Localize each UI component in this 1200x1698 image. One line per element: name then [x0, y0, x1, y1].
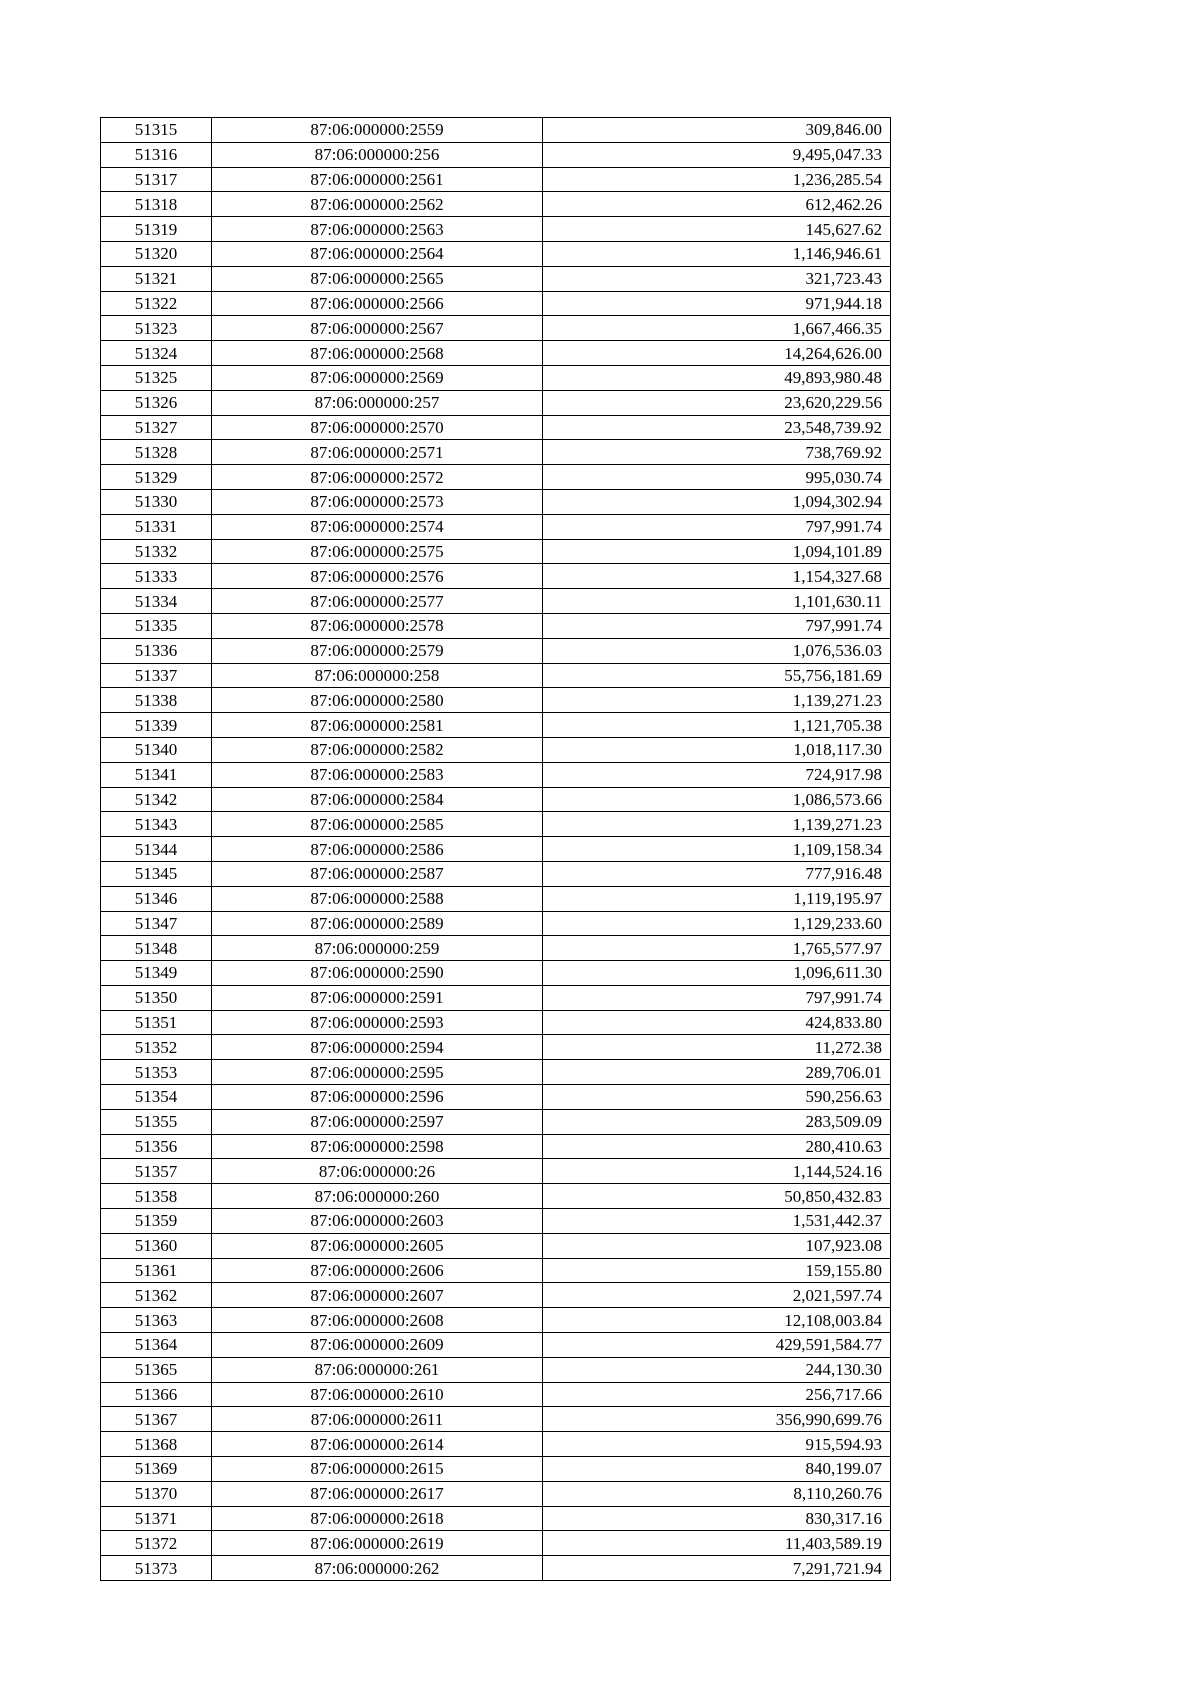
cadastral-number-cell: 87:06:000000:2582 — [212, 737, 543, 762]
row-id-cell: 51365 — [101, 1357, 212, 1382]
row-id-cell: 51363 — [101, 1308, 212, 1333]
cadastral-number-cell: 87:06:000000:258 — [212, 663, 543, 688]
row-id-cell: 51364 — [101, 1333, 212, 1358]
table-row — [101, 1184, 891, 1209]
value-cell: 1,146,946.61 — [543, 241, 891, 266]
cadastral-number-cell: 87:06:000000:2581 — [212, 713, 543, 738]
table-row — [101, 985, 891, 1010]
row-id-cell: 51358 — [101, 1184, 212, 1209]
row-id-cell: 51323 — [101, 316, 212, 341]
row-id-cell: 51332 — [101, 539, 212, 564]
row-id-cell: 51345 — [101, 861, 212, 886]
table-row — [101, 266, 891, 291]
value-cell: 11,272.38 — [543, 1035, 891, 1060]
table-row — [101, 192, 891, 217]
table-row — [101, 539, 891, 564]
row-id-cell: 51371 — [101, 1506, 212, 1531]
table-row — [101, 167, 891, 192]
table-row — [101, 1035, 891, 1060]
table-row — [101, 390, 891, 415]
value-cell: 1,531,442.37 — [543, 1209, 891, 1234]
table-row — [101, 1283, 891, 1308]
table-row — [101, 961, 891, 986]
table-row — [101, 886, 891, 911]
row-id-cell: 51331 — [101, 514, 212, 539]
cadastral-number-cell: 87:06:000000:2603 — [212, 1209, 543, 1234]
row-id-cell: 51337 — [101, 663, 212, 688]
cadastral-number-cell: 87:06:000000:2593 — [212, 1010, 543, 1035]
table-row — [101, 440, 891, 465]
row-id-cell: 51362 — [101, 1283, 212, 1308]
row-id-cell: 51356 — [101, 1134, 212, 1159]
value-cell: 14,264,626.00 — [543, 341, 891, 366]
table-row — [101, 514, 891, 539]
cadastral-number-cell: 87:06:000000:2609 — [212, 1333, 543, 1358]
cadastral-number-cell: 87:06:000000:2610 — [212, 1382, 543, 1407]
row-id-cell: 51357 — [101, 1159, 212, 1184]
value-cell: 321,723.43 — [543, 266, 891, 291]
cadastral-number-cell: 87:06:000000:2589 — [212, 911, 543, 936]
row-id-cell: 51361 — [101, 1258, 212, 1283]
table-row — [101, 465, 891, 490]
value-cell: 23,620,229.56 — [543, 390, 891, 415]
cadastral-number-cell: 87:06:000000:256 — [212, 142, 543, 167]
cadastral-number-cell: 87:06:000000:2618 — [212, 1506, 543, 1531]
value-cell: 424,833.80 — [543, 1010, 891, 1035]
row-id-cell: 51336 — [101, 638, 212, 663]
cadastral-number-cell: 87:06:000000:2573 — [212, 489, 543, 514]
row-id-cell: 51347 — [101, 911, 212, 936]
cadastral-number-cell: 87:06:000000:2575 — [212, 539, 543, 564]
cadastral-number-cell: 87:06:000000:2615 — [212, 1457, 543, 1482]
value-cell: 1,765,577.97 — [543, 936, 891, 961]
value-cell: 1,119,195.97 — [543, 886, 891, 911]
table-row — [101, 936, 891, 961]
table-row — [101, 489, 891, 514]
value-cell: 797,991.74 — [543, 613, 891, 638]
cadastral-number-cell: 87:06:000000:2585 — [212, 812, 543, 837]
table-row — [101, 316, 891, 341]
value-cell: 797,991.74 — [543, 514, 891, 539]
table-row — [101, 118, 891, 143]
value-cell: 1,144,524.16 — [543, 1159, 891, 1184]
row-id-cell: 51316 — [101, 142, 212, 167]
cadastral-number-cell: 87:06:000000:2570 — [212, 415, 543, 440]
row-id-cell: 51340 — [101, 737, 212, 762]
value-cell: 9,495,047.33 — [543, 142, 891, 167]
table-row — [101, 1457, 891, 1482]
cadastral-number-cell: 87:06:000000:2569 — [212, 365, 543, 390]
row-id-cell: 51329 — [101, 465, 212, 490]
table-row — [101, 365, 891, 390]
row-id-cell: 51327 — [101, 415, 212, 440]
table-row — [101, 1085, 891, 1110]
cadastral-number-cell: 87:06:000000:2580 — [212, 688, 543, 713]
cadastral-number-cell: 87:06:000000:2564 — [212, 241, 543, 266]
value-cell: 1,154,327.68 — [543, 564, 891, 589]
table-row — [101, 589, 891, 614]
value-cell: 244,130.30 — [543, 1357, 891, 1382]
row-id-cell: 51325 — [101, 365, 212, 390]
row-id-cell: 51317 — [101, 167, 212, 192]
row-id-cell: 51369 — [101, 1457, 212, 1482]
row-id-cell: 51360 — [101, 1233, 212, 1258]
cadastral-number-cell: 87:06:000000:2583 — [212, 762, 543, 787]
value-cell: 289,706.01 — [543, 1060, 891, 1085]
value-cell: 49,893,980.48 — [543, 365, 891, 390]
cadastral-number-cell: 87:06:000000:2617 — [212, 1481, 543, 1506]
cadastral-number-cell: 87:06:000000:2594 — [212, 1035, 543, 1060]
cadastral-number-cell: 87:06:000000:2597 — [212, 1109, 543, 1134]
table-row — [101, 1209, 891, 1234]
row-id-cell: 51335 — [101, 613, 212, 638]
value-cell: 724,917.98 — [543, 762, 891, 787]
table-row — [101, 1010, 891, 1035]
value-cell: 1,129,233.60 — [543, 911, 891, 936]
row-id-cell: 51350 — [101, 985, 212, 1010]
value-cell: 590,256.63 — [543, 1085, 891, 1110]
cadastral-number-cell: 87:06:000000:2611 — [212, 1407, 543, 1432]
table-row — [101, 1382, 891, 1407]
table-row — [101, 1258, 891, 1283]
value-cell: 1,236,285.54 — [543, 167, 891, 192]
table-row — [101, 1407, 891, 1432]
cadastral-number-cell: 87:06:000000:2562 — [212, 192, 543, 217]
cadastral-number-cell: 87:06:000000:2566 — [212, 291, 543, 316]
table-row — [101, 1333, 891, 1358]
cadastral-number-cell: 87:06:000000:2590 — [212, 961, 543, 986]
cadastral-number-cell: 87:06:000000:2579 — [212, 638, 543, 663]
row-id-cell: 51330 — [101, 489, 212, 514]
value-cell: 1,076,536.03 — [543, 638, 891, 663]
table-row — [101, 688, 891, 713]
cadastral-number-cell: 87:06:000000:2577 — [212, 589, 543, 614]
value-cell: 1,121,705.38 — [543, 713, 891, 738]
value-cell: 145,627.62 — [543, 217, 891, 242]
table-row — [101, 341, 891, 366]
value-cell: 429,591,584.77 — [543, 1333, 891, 1358]
table-row — [101, 241, 891, 266]
value-cell: 107,923.08 — [543, 1233, 891, 1258]
row-id-cell: 51343 — [101, 812, 212, 837]
table-row — [101, 1159, 891, 1184]
row-id-cell: 51370 — [101, 1481, 212, 1506]
value-cell: 612,462.26 — [543, 192, 891, 217]
cadastral-number-cell: 87:06:000000:2578 — [212, 613, 543, 638]
cadastral-number-cell: 87:06:000000:2607 — [212, 1283, 543, 1308]
table-row — [101, 1308, 891, 1333]
row-id-cell: 51315 — [101, 118, 212, 143]
cadastral-number-cell: 87:06:000000:2586 — [212, 837, 543, 862]
value-cell: 1,667,466.35 — [543, 316, 891, 341]
table-row — [101, 787, 891, 812]
cadastral-number-cell: 87:06:000000:261 — [212, 1357, 543, 1382]
table-row — [101, 217, 891, 242]
value-cell: 1,139,271.23 — [543, 812, 891, 837]
value-cell: 50,850,432.83 — [543, 1184, 891, 1209]
row-id-cell: 51328 — [101, 440, 212, 465]
value-cell: 356,990,699.76 — [543, 1407, 891, 1432]
table-row — [101, 1506, 891, 1531]
row-id-cell: 51351 — [101, 1010, 212, 1035]
table-row — [101, 713, 891, 738]
value-cell: 995,030.74 — [543, 465, 891, 490]
cadastral-number-cell: 87:06:000000:2563 — [212, 217, 543, 242]
cadastral-number-cell: 87:06:000000:260 — [212, 1184, 543, 1209]
cadastral-number-cell: 87:06:000000:2561 — [212, 167, 543, 192]
value-cell: 1,018,117.30 — [543, 737, 891, 762]
row-id-cell: 51348 — [101, 936, 212, 961]
cadastral-number-cell: 87:06:000000:2591 — [212, 985, 543, 1010]
value-cell: 8,110,260.76 — [543, 1481, 891, 1506]
row-id-cell: 51326 — [101, 390, 212, 415]
value-cell: 1,096,611.30 — [543, 961, 891, 986]
table-row — [101, 1432, 891, 1457]
value-cell: 12,108,003.84 — [543, 1308, 891, 1333]
value-cell: 830,317.16 — [543, 1506, 891, 1531]
row-id-cell: 51324 — [101, 341, 212, 366]
row-id-cell: 51373 — [101, 1556, 212, 1581]
value-cell: 1,094,101.89 — [543, 539, 891, 564]
row-id-cell: 51334 — [101, 589, 212, 614]
table-row — [101, 762, 891, 787]
row-id-cell: 51366 — [101, 1382, 212, 1407]
cadastral-number-cell: 87:06:000000:2568 — [212, 341, 543, 366]
table-row — [101, 1481, 891, 1506]
value-cell: 840,199.07 — [543, 1457, 891, 1482]
value-cell: 797,991.74 — [543, 985, 891, 1010]
value-cell: 159,155.80 — [543, 1258, 891, 1283]
cadastral-number-cell: 87:06:000000:259 — [212, 936, 543, 961]
value-cell: 1,139,271.23 — [543, 688, 891, 713]
value-cell: 971,944.18 — [543, 291, 891, 316]
value-cell: 1,101,630.11 — [543, 589, 891, 614]
cadastral-number-cell: 87:06:000000:2584 — [212, 787, 543, 812]
table-row — [101, 638, 891, 663]
value-cell: 256,717.66 — [543, 1382, 891, 1407]
row-id-cell: 51349 — [101, 961, 212, 986]
cadastral-number-cell: 87:06:000000:2559 — [212, 118, 543, 143]
cadastral-number-cell: 87:06:000000:2565 — [212, 266, 543, 291]
row-id-cell: 51344 — [101, 837, 212, 862]
table-row — [101, 1233, 891, 1258]
cadastral-number-cell: 87:06:000000:2605 — [212, 1233, 543, 1258]
cadastral-number-cell: 87:06:000000:257 — [212, 390, 543, 415]
table-row — [101, 291, 891, 316]
row-id-cell: 51359 — [101, 1209, 212, 1234]
row-id-cell: 51318 — [101, 192, 212, 217]
value-cell: 7,291,721.94 — [543, 1556, 891, 1581]
row-id-cell: 51367 — [101, 1407, 212, 1432]
cadastral-number-cell: 87:06:000000:2606 — [212, 1258, 543, 1283]
row-id-cell: 51339 — [101, 713, 212, 738]
table-row — [101, 812, 891, 837]
table-row — [101, 861, 891, 886]
row-id-cell: 51353 — [101, 1060, 212, 1085]
value-cell: 915,594.93 — [543, 1432, 891, 1457]
cadastral-number-cell: 87:06:000000:2567 — [212, 316, 543, 341]
value-cell: 283,509.09 — [543, 1109, 891, 1134]
value-cell: 309,846.00 — [543, 118, 891, 143]
table-row — [101, 1060, 891, 1085]
cadastral-number-cell: 87:06:000000:2587 — [212, 861, 543, 886]
row-id-cell: 51341 — [101, 762, 212, 787]
table-row — [101, 613, 891, 638]
value-cell: 738,769.92 — [543, 440, 891, 465]
cadastral-number-cell: 87:06:000000:2614 — [212, 1432, 543, 1457]
cadastral-number-cell: 87:06:000000:2598 — [212, 1134, 543, 1159]
row-id-cell: 51333 — [101, 564, 212, 589]
cadastral-number-cell: 87:06:000000:2595 — [212, 1060, 543, 1085]
cadastral-number-cell: 87:06:000000:2572 — [212, 465, 543, 490]
table-row — [101, 1531, 891, 1556]
row-id-cell: 51372 — [101, 1531, 212, 1556]
table-row — [101, 737, 891, 762]
row-id-cell: 51352 — [101, 1035, 212, 1060]
cadastral-number-cell: 87:06:000000:2571 — [212, 440, 543, 465]
table-row — [101, 1357, 891, 1382]
value-cell: 1,086,573.66 — [543, 787, 891, 812]
row-id-cell: 51320 — [101, 241, 212, 266]
cadastral-number-cell: 87:06:000000:26 — [212, 1159, 543, 1184]
table-row — [101, 1109, 891, 1134]
table-row — [101, 564, 891, 589]
cadastral-number-cell: 87:06:000000:262 — [212, 1556, 543, 1581]
row-id-cell: 51342 — [101, 787, 212, 812]
value-cell: 2,021,597.74 — [543, 1283, 891, 1308]
table-row — [101, 142, 891, 167]
value-cell: 23,548,739.92 — [543, 415, 891, 440]
value-cell: 55,756,181.69 — [543, 663, 891, 688]
value-cell: 1,109,158.34 — [543, 837, 891, 862]
row-id-cell: 51319 — [101, 217, 212, 242]
table-row — [101, 911, 891, 936]
cadastral-number-cell: 87:06:000000:2619 — [212, 1531, 543, 1556]
row-id-cell: 51322 — [101, 291, 212, 316]
table-body — [101, 118, 891, 1581]
cadastral-number-cell: 87:06:000000:2608 — [212, 1308, 543, 1333]
value-cell: 11,403,589.19 — [543, 1531, 891, 1556]
row-id-cell: 51321 — [101, 266, 212, 291]
table-row — [101, 663, 891, 688]
cadastral-number-cell: 87:06:000000:2596 — [212, 1085, 543, 1110]
table-row — [101, 1134, 891, 1159]
row-id-cell: 51338 — [101, 688, 212, 713]
cadastral-value-table — [100, 117, 891, 1581]
row-id-cell: 51346 — [101, 886, 212, 911]
value-cell: 777,916.48 — [543, 861, 891, 886]
table-row — [101, 837, 891, 862]
table-row — [101, 1556, 891, 1581]
value-cell: 1,094,302.94 — [543, 489, 891, 514]
row-id-cell: 51368 — [101, 1432, 212, 1457]
row-id-cell: 51355 — [101, 1109, 212, 1134]
cadastral-number-cell: 87:06:000000:2576 — [212, 564, 543, 589]
value-cell: 280,410.63 — [543, 1134, 891, 1159]
cadastral-number-cell: 87:06:000000:2574 — [212, 514, 543, 539]
table-row — [101, 415, 891, 440]
cadastral-number-cell: 87:06:000000:2588 — [212, 886, 543, 911]
row-id-cell: 51354 — [101, 1085, 212, 1110]
